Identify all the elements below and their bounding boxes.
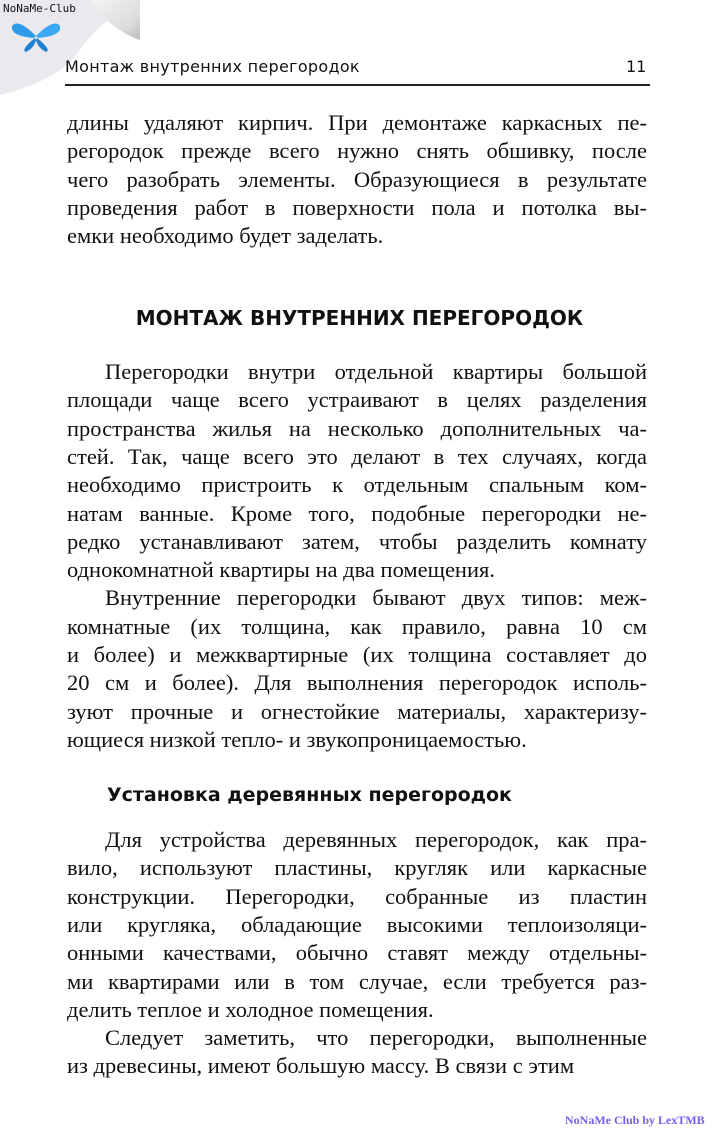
text-line: регородок прежде всего нужно снять обшивку, после [67, 138, 647, 164]
text-line: Внутренние перегородки бывают двух типов: меж- [105, 585, 647, 611]
text-line: ющиеся низкой тепло- и звукопроницаемостью. [67, 726, 527, 752]
text-line: зуют прочные и огнестойкие материалы, характеризу- [67, 698, 647, 724]
text-line: чего разобрать элементы. Образующиеся в результате [67, 166, 647, 192]
page-number: 11 [626, 57, 647, 76]
running-header-title: Монтаж внутренних перегородок [65, 57, 360, 76]
text-line: из древесины, имеют большую массу. В связи с этим [67, 1053, 575, 1079]
text-line: стей. Так, чаще всего это делают в тех случаях, когда [67, 443, 647, 469]
text-line: 20 см и более). Для выполнения перегородок исполь- [67, 670, 647, 696]
text-line: вило, используют пластины, кругляк или каркасные [67, 855, 647, 881]
text-line: Для устройства деревянных перегородок, как пра- [105, 827, 647, 852]
butterfly-icon [8, 18, 63, 53]
text-line: длины удаляют кирпич. При демонтаже каркасных пе- [67, 110, 647, 135]
text-line: натам ванные. Кроме того, подобные перегородки не- [67, 500, 647, 526]
logo-text: NoNaMe-Club [3, 2, 76, 15]
text-line: ми квартирами или в том случае, если требуется раз- [67, 968, 647, 994]
text-line: проведения работ в поверхности пола и потолка вы- [67, 194, 647, 220]
text-line: комнатные (их толщина, как правило, равна 10 см [67, 613, 647, 639]
text-line: онными качествами, обычно ставят между отдельны- [67, 940, 647, 966]
text-line: однокомнатной квартиры на два помещения. [67, 557, 495, 583]
text-line: площади чаще всего устраивают в целях разделения [67, 387, 647, 413]
section-heading: МОНТАЖ ВНУТРЕННИХ ПЕРЕГОРОДОК [135, 306, 584, 330]
text-line: редко устанавливают затем, чтобы разделить комнату [67, 528, 647, 554]
text-line: или кругляка, обладающие высокими теплоизоляци- [67, 911, 647, 937]
text-line: необходимо пристроить к отдельным спальным ком- [67, 472, 647, 498]
text-line: Перегородки внутри отдельной квартиры большой [105, 359, 647, 384]
header-divider [65, 84, 650, 86]
text-line: конструкции. Перегородки, собранные из пластин [67, 883, 647, 909]
text-line: делить теплое и холодное помещения. [67, 996, 434, 1022]
text-line: емки необходимо будет заделать. [67, 223, 384, 249]
text-line: пространства жилья на несколько дополнительных ча- [67, 415, 647, 441]
site-logo [0, 0, 140, 95]
watermark: NoNaMe Club by LexTMB [565, 1113, 705, 1127]
text-line: и более) и межквартирные (их толщина составляет до [67, 642, 647, 667]
text-line: Следует заметить, что перегородки, выполненные [105, 1025, 647, 1051]
subsection-heading: Установка деревянных перегородок [107, 784, 512, 806]
